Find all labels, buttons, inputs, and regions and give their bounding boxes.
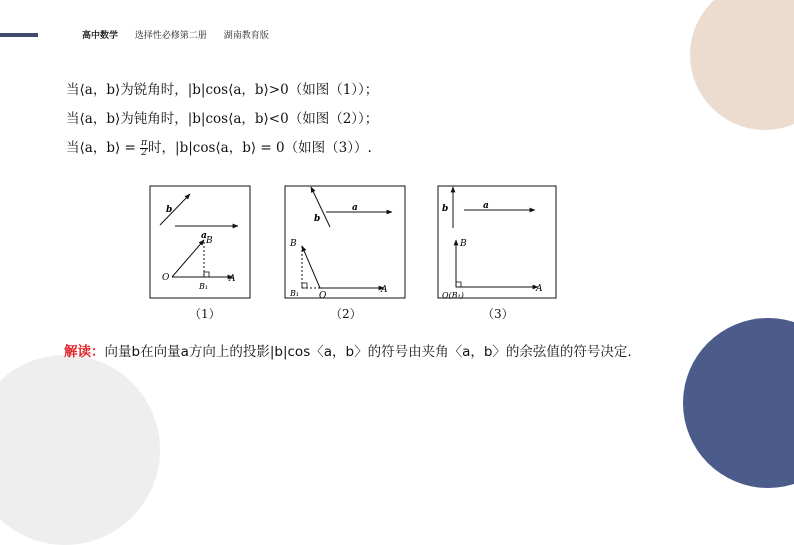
figure-1-label-B1: B₁ — [199, 282, 209, 291]
figure-1-label-O: O — [162, 273, 170, 283]
figure-2-caption: （2） — [330, 307, 362, 321]
interpretation-note — [64, 340, 632, 360]
interpretation-text: 向量b在向量a方向上的投影|b|cos〈a，b〉的符号由夹角〈a，b〉的余弦值的符号决定. — [104, 344, 632, 360]
header-volume: 选择性必修第二册 — [134, 31, 207, 41]
figure-3-label-b: b — [442, 204, 449, 214]
figure-3 — [438, 186, 556, 300]
figure-3-label-A: A — [536, 284, 543, 294]
figure-3-label-OB1: O(B₁) — [442, 291, 464, 300]
figure-3-label-a: a — [483, 201, 489, 211]
figure-2 — [285, 186, 405, 301]
figure-1-right-angle-mark — [204, 272, 209, 277]
figure-2-label-O: O — [319, 291, 327, 301]
header-subject: 高中数学 — [82, 31, 119, 41]
figure-2-label-a: a — [352, 203, 358, 213]
figure-3-right-angle-mark — [456, 282, 461, 287]
figure-1-ray-OB — [172, 240, 204, 277]
figure-1-caption: （1） — [189, 307, 221, 321]
figure-3-caption: （3） — [482, 307, 514, 321]
figure-2-frame — [285, 186, 405, 298]
figure-2-label-b: b — [314, 214, 321, 224]
figure-1-label-A: A — [229, 274, 236, 284]
figure-1-label-a: a — [201, 231, 207, 241]
figure-2-label-B: B — [290, 239, 297, 249]
fraction-denominator: 2 — [141, 148, 147, 158]
line-right-angle-prefix: 当⟨a，b⟩ = — [66, 140, 141, 156]
fraction-numerator: π — [141, 138, 148, 148]
header-publisher: 湖南教育版 — [223, 31, 269, 41]
figure-1-vector-b — [160, 194, 190, 225]
figure-1 — [150, 186, 250, 298]
line-acute: 当⟨a，b⟩为锐角时，|b|cos⟨a，b⟩>0（如图（1））； — [66, 82, 379, 98]
figure-2-right-angle-mark — [302, 283, 307, 288]
line-obtuse: 当⟨a，b⟩为钝角时，|b|cos⟨a，b⟩<0（如图（2））； — [66, 111, 379, 127]
interpretation-label: 解读： — [64, 344, 105, 360]
figure-3-label-B: B — [460, 239, 467, 249]
figure-1-label-B: B — [206, 236, 213, 246]
figure-1-label-b: b — [166, 205, 173, 215]
line-right-angle-suffix: 时，|b|cos⟨a，b⟩ = 0（如图（3））. — [148, 140, 372, 156]
figure-2-ray-OB — [302, 246, 320, 288]
figure-2-label-A: A — [381, 285, 388, 295]
figure-2-label-B1: B₁ — [290, 289, 300, 298]
